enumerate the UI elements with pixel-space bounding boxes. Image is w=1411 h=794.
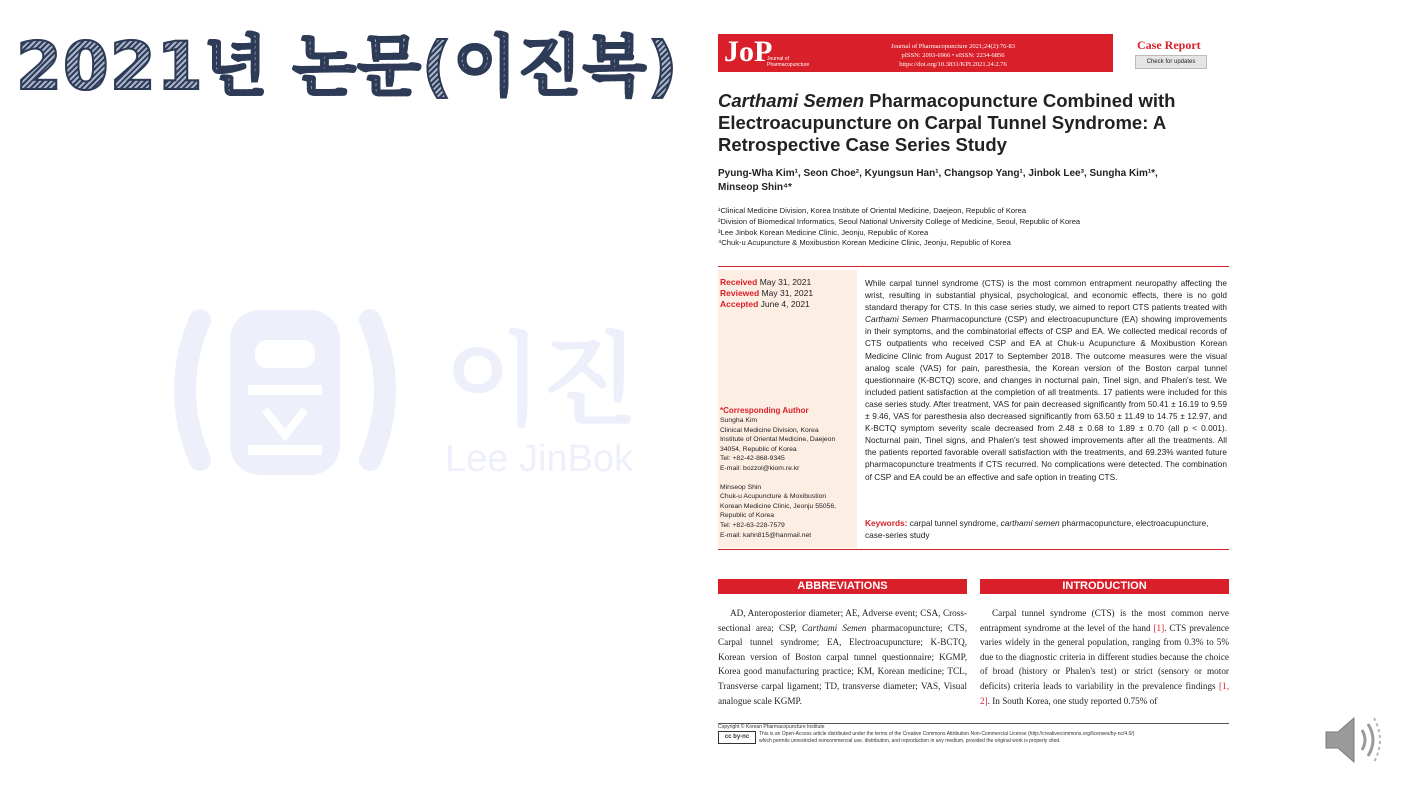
article-type: Case Report [1137,38,1201,52]
abbrev-italic: Carthami Semen [801,622,867,633]
author-address: 34054, Republic of Korea [720,445,797,453]
author-email[interactable]: E-mail: bozzol@kiom.re.kr [720,464,800,472]
affiliation: ¹Clinical Medicine Division, Korea Institute of Oriental Medicine, Daejeon, Republic of Korea [718,206,1027,215]
journal-header [718,34,1229,72]
accepted-date: June 4, 2021 [758,299,810,309]
received-label: Received [720,277,758,287]
keywords-label: Keywords: [865,518,908,528]
watermark-subtext: Lee JinBok [445,438,634,480]
journal-info [888,42,1018,69]
divider [718,266,1229,267]
watermark [160,290,680,500]
affiliations [718,206,1229,249]
affiliation: ⁴Chuk-u Acupuncture & Moxibustion Korean Medicine Clinic, Jeonju, Republic of Korea [718,238,1011,248]
journal-issn: pISSN: 2093-6966 • eISSN: 2234-6856 [901,52,1005,59]
introduction-text [980,606,1229,708]
corresponding-author [720,405,856,540]
copyright-text: Copyright © Korean Pharmacopuncture Institute [718,724,825,730]
corresponding-heading: *Corresponding Author [720,406,809,415]
divider [718,549,1229,550]
intro-text: . CTS prevalence varies widely in the general population, ranging from 0.3% to 5% due to the diagnostic criteria in different studies because the choice of broad (history or Phalen's test) or strict (sensory or motor deficits) criteria leads to variability in the prevalence findings [980,622,1229,691]
reviewed-date: May 31, 2021 [759,288,814,298]
paper-page [718,34,1229,756]
paper-title-italic: Carthami Semen [718,90,864,111]
affiliation: ²Division of Biomedical Informatics, Seoul National University College of Medicine, Seoul, Republic of Korea [718,216,1081,226]
author-address: Korean Medicine Clinic, Jeonju 55056, [720,502,836,510]
journal-citation: Journal of Pharmacopuncture 2021;24(2):76-83 [890,43,1015,50]
intro-text: . In South Korea, one study reported 0.75% of [987,695,1158,706]
journal-logo-subtitle: Journal of Pharmacopuncture [767,56,810,68]
received-date: May 31, 2021 [757,277,812,287]
introduction-heading: INTRODUCTION [980,579,1229,594]
author-address: Institute of Oriental Medicine, Daejeon [720,436,836,444]
check-updates-button[interactable] [1135,55,1207,69]
abbreviations-heading: ABBREVIATIONS [718,579,967,594]
abstract [865,277,1227,483]
speaker-icon[interactable] [1322,712,1386,768]
keywords-text: pharmacopuncture, electroacupuncture, case-series study [865,518,1209,541]
license-text: which permits unrestricted noncommercial use, distribution, and reproduction in any medium, provided the original work is properly cited. [759,738,1061,744]
abstract-italic: Carthami Semen [865,314,929,325]
journal-logo: JoP [724,35,773,68]
check-updates-label: Check for updates [1146,59,1196,65]
author-tel: Tel: +82-63-228-7579 [720,521,785,529]
author-name: Minseop Shin [720,483,762,491]
paper-title [718,90,1229,156]
keywords [865,517,1227,541]
keywords-text: carpal tunnel syndrome, [907,518,1001,528]
watermark-logo-icon [160,290,410,490]
author-tel: Tel: +82-42-868-9345 [720,455,785,463]
keywords-italic: carthami semen [1000,518,1060,528]
journal-doi[interactable]: https://doi.org/10.3831/KPI.2021.24.2.76 [899,61,1007,68]
citation-link[interactable]: [1, 2] [980,680,1229,706]
article-dates [720,277,813,310]
accepted-label: Accepted [720,299,759,309]
paper-title-rest: Pharmacopuncture Combined with Electroacupuncture on Carpal Tunnel Syndrome: A Retrospective Case Series Study [718,90,1176,155]
abstract-text: While carpal tunnel syndrome (CTS) is the most common entrapment neuropathy affecting the wrist, resulting in substantial physical, psychological, and economic effects, there is no gold standard therapy for CTS. In this case series study, we aimed to report CTS patients treated with [865,278,1227,313]
watermark-text: 이진 [445,322,639,439]
author-name: Sungha Kim [720,417,758,424]
affiliation: ³Lee Jinbok Korean Medicine Clinic, Jeonju, Republic of Korea [718,227,929,237]
license-text: This is an Open-Access article distributed under the terms of the Creative Commons Attribution Non-Commercial License (http://creativecommons.org/licenses/by-nc/4.0/) [759,731,1135,737]
author-address: Republic of Korea [720,512,775,520]
abstract-text: Pharmacopuncture (CSP) and electroacupuncture (EA) showing improvements in their symptoms, and the combinatorial effects of CSP and EA. We collected medical records of CTS outpatients who received CSP and EA at Chuk-u Acupuncture & Moxibustion Korean Medicine Clinic from August 2017 to September 2018. The outcome measures were the visual analog scale (VAS) for pain, paresthesia, the Korean version of the Boston carpal tunnel questionnaire (K-BCTQ) score, and changes in nocturnal pain, Tinel sign, and Phalen's test. We included patient satisfaction at the completion of all treatments. 17 patients were included for this case series study. After treatment, VAS for pain decreased significantly from 50.41 ± 16.19 to 9.59 ± 9.46, VAS for paresthesia also decreased significantly from 63.50 ± 11.49 to 14.75 ± 12.97, and K-BCTQ symptom severity scale decreased from 2.48 ± 0.68 to 1.89 ± 0.70 (all p < 0.001). Nocturnal pain, Tinel signs, and Phalen's test showed improvements after all the treatments. All the patients reported favorable overall satisfaction with the treatments, and 69.23% wanted future pharmacopuncture treatments if CTS recurred. No complications were detected. The combination of CSP and EA could be an effective and safe option in treating CTS. [865,314,1227,482]
abbrev-text: pharmacopuncture; CTS, Carpal tunnel syndrome; EA, Electroacupuncture; K-BCTQ, Korean version of Boston carpal tunnel questionnaire; KGMP, Korea good manufacturing practice; KM, Korean medicine; TCL, Transverse carpal ligament; TD, transverse diameter; VAS, Visual analogue scale KGMP. [718,622,967,706]
author-address: Chuk-u Acupuncture & Moxibustion [720,493,827,501]
abbrev-text: AD, Anteroposterior diameter; AE, Adverse event; CSA, Cross-sectional area; CSP, [718,608,967,633]
copyright-footer [718,724,1229,745]
author-email[interactable]: E-mail: kahn815@hanmail.net [720,531,812,539]
intro-text: Carpal tunnel syndrome (CTS) is the most common nerve entrapment syndrome at the level of the hand [980,608,1229,633]
abbreviations-text [718,606,967,708]
author-address: Clinical Medicine Division, Korea [720,426,819,434]
authors: Pyung-Wha Kim¹, Seon Choe², Kyungsun Han¹, Changsop Yang¹, Jinbok Lee³, Sungha Kim¹*, Minseop Shin⁴* [718,168,1158,193]
article-type-box [1112,34,1230,72]
slide-title: 2021년 논문(이진복) [16,22,679,112]
cc-license-icon: cc by-nc [718,731,756,744]
citation-link[interactable]: [1] [1153,622,1165,633]
reviewed-label: Reviewed [720,288,760,298]
